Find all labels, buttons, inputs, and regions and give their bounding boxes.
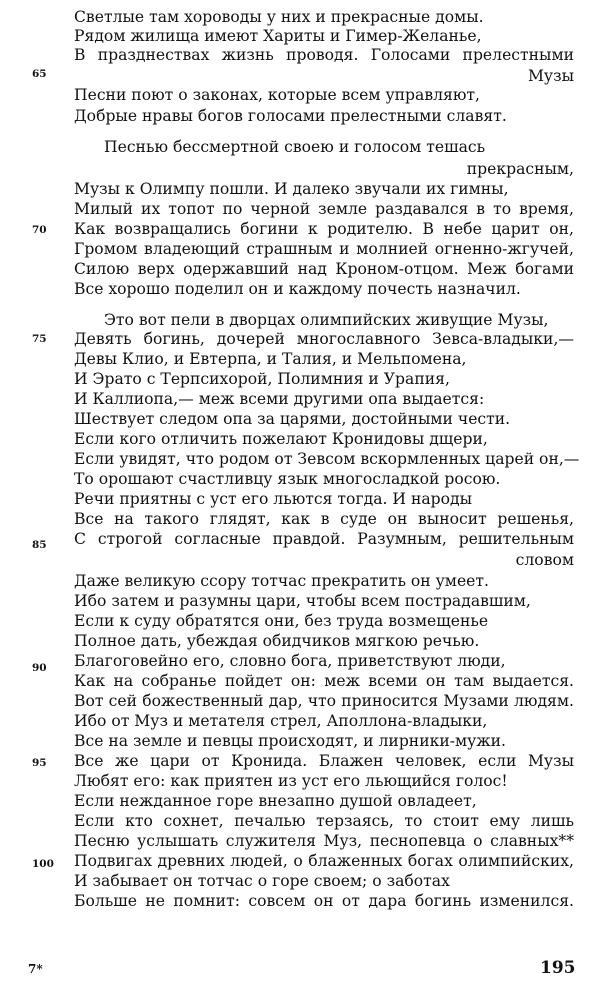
line-number: 95 <box>32 757 47 769</box>
page-number: 195 <box>540 958 576 978</box>
verse-line: В празднествах жизнь проводя. Голосами прелестными <box>74 46 574 64</box>
verse-line: Больше не помнит: совсем он от дара богинь изменился. <box>74 892 574 910</box>
verse-line: Песни поют о законах, которые всем управляют, <box>74 86 481 104</box>
verse-line: Светлые там хороводы у них и прекрасные домы. <box>74 8 484 26</box>
verse-line: Все на земле и певцы происходят, и лирники-мужи. <box>74 732 507 750</box>
verse-line: Силою верх одержавший над Кроном-отцом. Меж богами <box>74 260 574 278</box>
verse-line: Девять богинь, дочерей многославного Зевса-владыки,— <box>74 330 574 348</box>
printer-signature: 7* <box>28 962 43 976</box>
verse-line: Вот сей божественный дар, что приносится Музами людям. <box>74 692 574 710</box>
verse-line: То орошают счастливцу язык многосладкой росою. <box>74 470 501 488</box>
line-number: 100 <box>32 858 54 870</box>
verse-line: Любят его: как приятен из уст его льющийся голос! <box>74 772 508 790</box>
line-number: 70 <box>32 224 47 236</box>
verse-line: Полное дать, убеждая обидчиков мягкою речью. <box>74 632 480 650</box>
verse-line: Шествует следом опа за царями, достойными чести. <box>74 410 511 428</box>
verse-line: Милый их топот по черной земле раздавался в то время, <box>74 200 574 218</box>
line-number: 85 <box>32 539 47 551</box>
verse-line: Если нежданное горе внезапно душой овладеет, <box>74 792 477 810</box>
verse-line: Благоговейно его, словно бога, приветствуют люди, <box>74 652 506 670</box>
verse-line: Это вот пели в дворцах олимпийских живущие Музы, <box>104 311 549 329</box>
line-number: 75 <box>32 333 47 345</box>
verse-line: И Каллиопа,— меж всеми другими опа выдается: <box>74 390 485 408</box>
verse-line: С строгой согласные правдой. Разумным, решительным <box>74 530 574 548</box>
verse-line: Все на такого глядят, как в суде он выносит решенья, <box>74 510 574 528</box>
verse-line: И забывает он тотчас о горе своем; о заботах <box>74 872 450 890</box>
verse-line: Добрые нравы богов голосами прелестными славят. <box>74 107 507 125</box>
verse-line: Песнью бессмертной своею и голосом тешась <box>104 138 486 156</box>
line-number: 65 <box>32 68 47 80</box>
verse-line: Музы к Олимпу пошли. И далеко звучали их гимны, <box>74 180 509 198</box>
verse-line: Громом владеющий страшным и молнией огненно-жгучей, <box>74 240 574 258</box>
verse-line: Даже великую ссору тотчас прекратить он умеет. <box>74 572 489 590</box>
verse-line: Если к суду обратятся они, без труда возмещенье <box>74 612 489 630</box>
verse-line: Все же цари от Кронида. Блажен человек, если Музы <box>74 752 574 770</box>
verse-line: Ибо затем и разумны цари, чтобы всем пострадавшим, <box>74 592 531 610</box>
verse-line: Все хорошо поделил он и каждому почесть назначил. <box>74 280 521 298</box>
line-number: 90 <box>32 662 47 674</box>
verse-line: Девы Клио, и Евтерпа, и Талия, и Мельпомена, <box>74 350 467 368</box>
verse-line: Песню услышать служителя Муз, песнопевца о славных** <box>74 832 574 850</box>
verse-line-continuation: Музы <box>527 67 574 85</box>
verse-line-continuation: прекрасным, <box>466 160 574 178</box>
verse-line: Если кого отличить пожелают Кронидовы дщери, <box>74 430 488 448</box>
verse-line: Как возвращались богини к родителю. В небе царит он, <box>74 220 574 238</box>
verse-line: Если кто сохнет, печалью терзаясь, то стоит ему лишь <box>74 812 574 830</box>
verse-line: Подвигах древних людей, о блаженных богах олимпийских, <box>74 852 574 870</box>
verse-line: Как на собранье пойдет он: меж всеми он там выдается. <box>74 672 574 690</box>
verse-line: Если увидят, что родом от Зевсом вскормленных царей он,— <box>74 450 580 468</box>
verse-line-continuation: словом <box>515 551 574 569</box>
verse-line: Рядом жилища имеют Хариты и Гимер-Желанье, <box>74 27 482 45</box>
verse-line: И Эрато с Терпсихорой, Полимния и Урапия, <box>74 370 450 388</box>
verse-line: Ибо от Муз и метателя стрел, Аполлона-владыки, <box>74 712 488 730</box>
verse-line: Речи приятны с уст его льются тогда. И народы <box>74 490 473 508</box>
